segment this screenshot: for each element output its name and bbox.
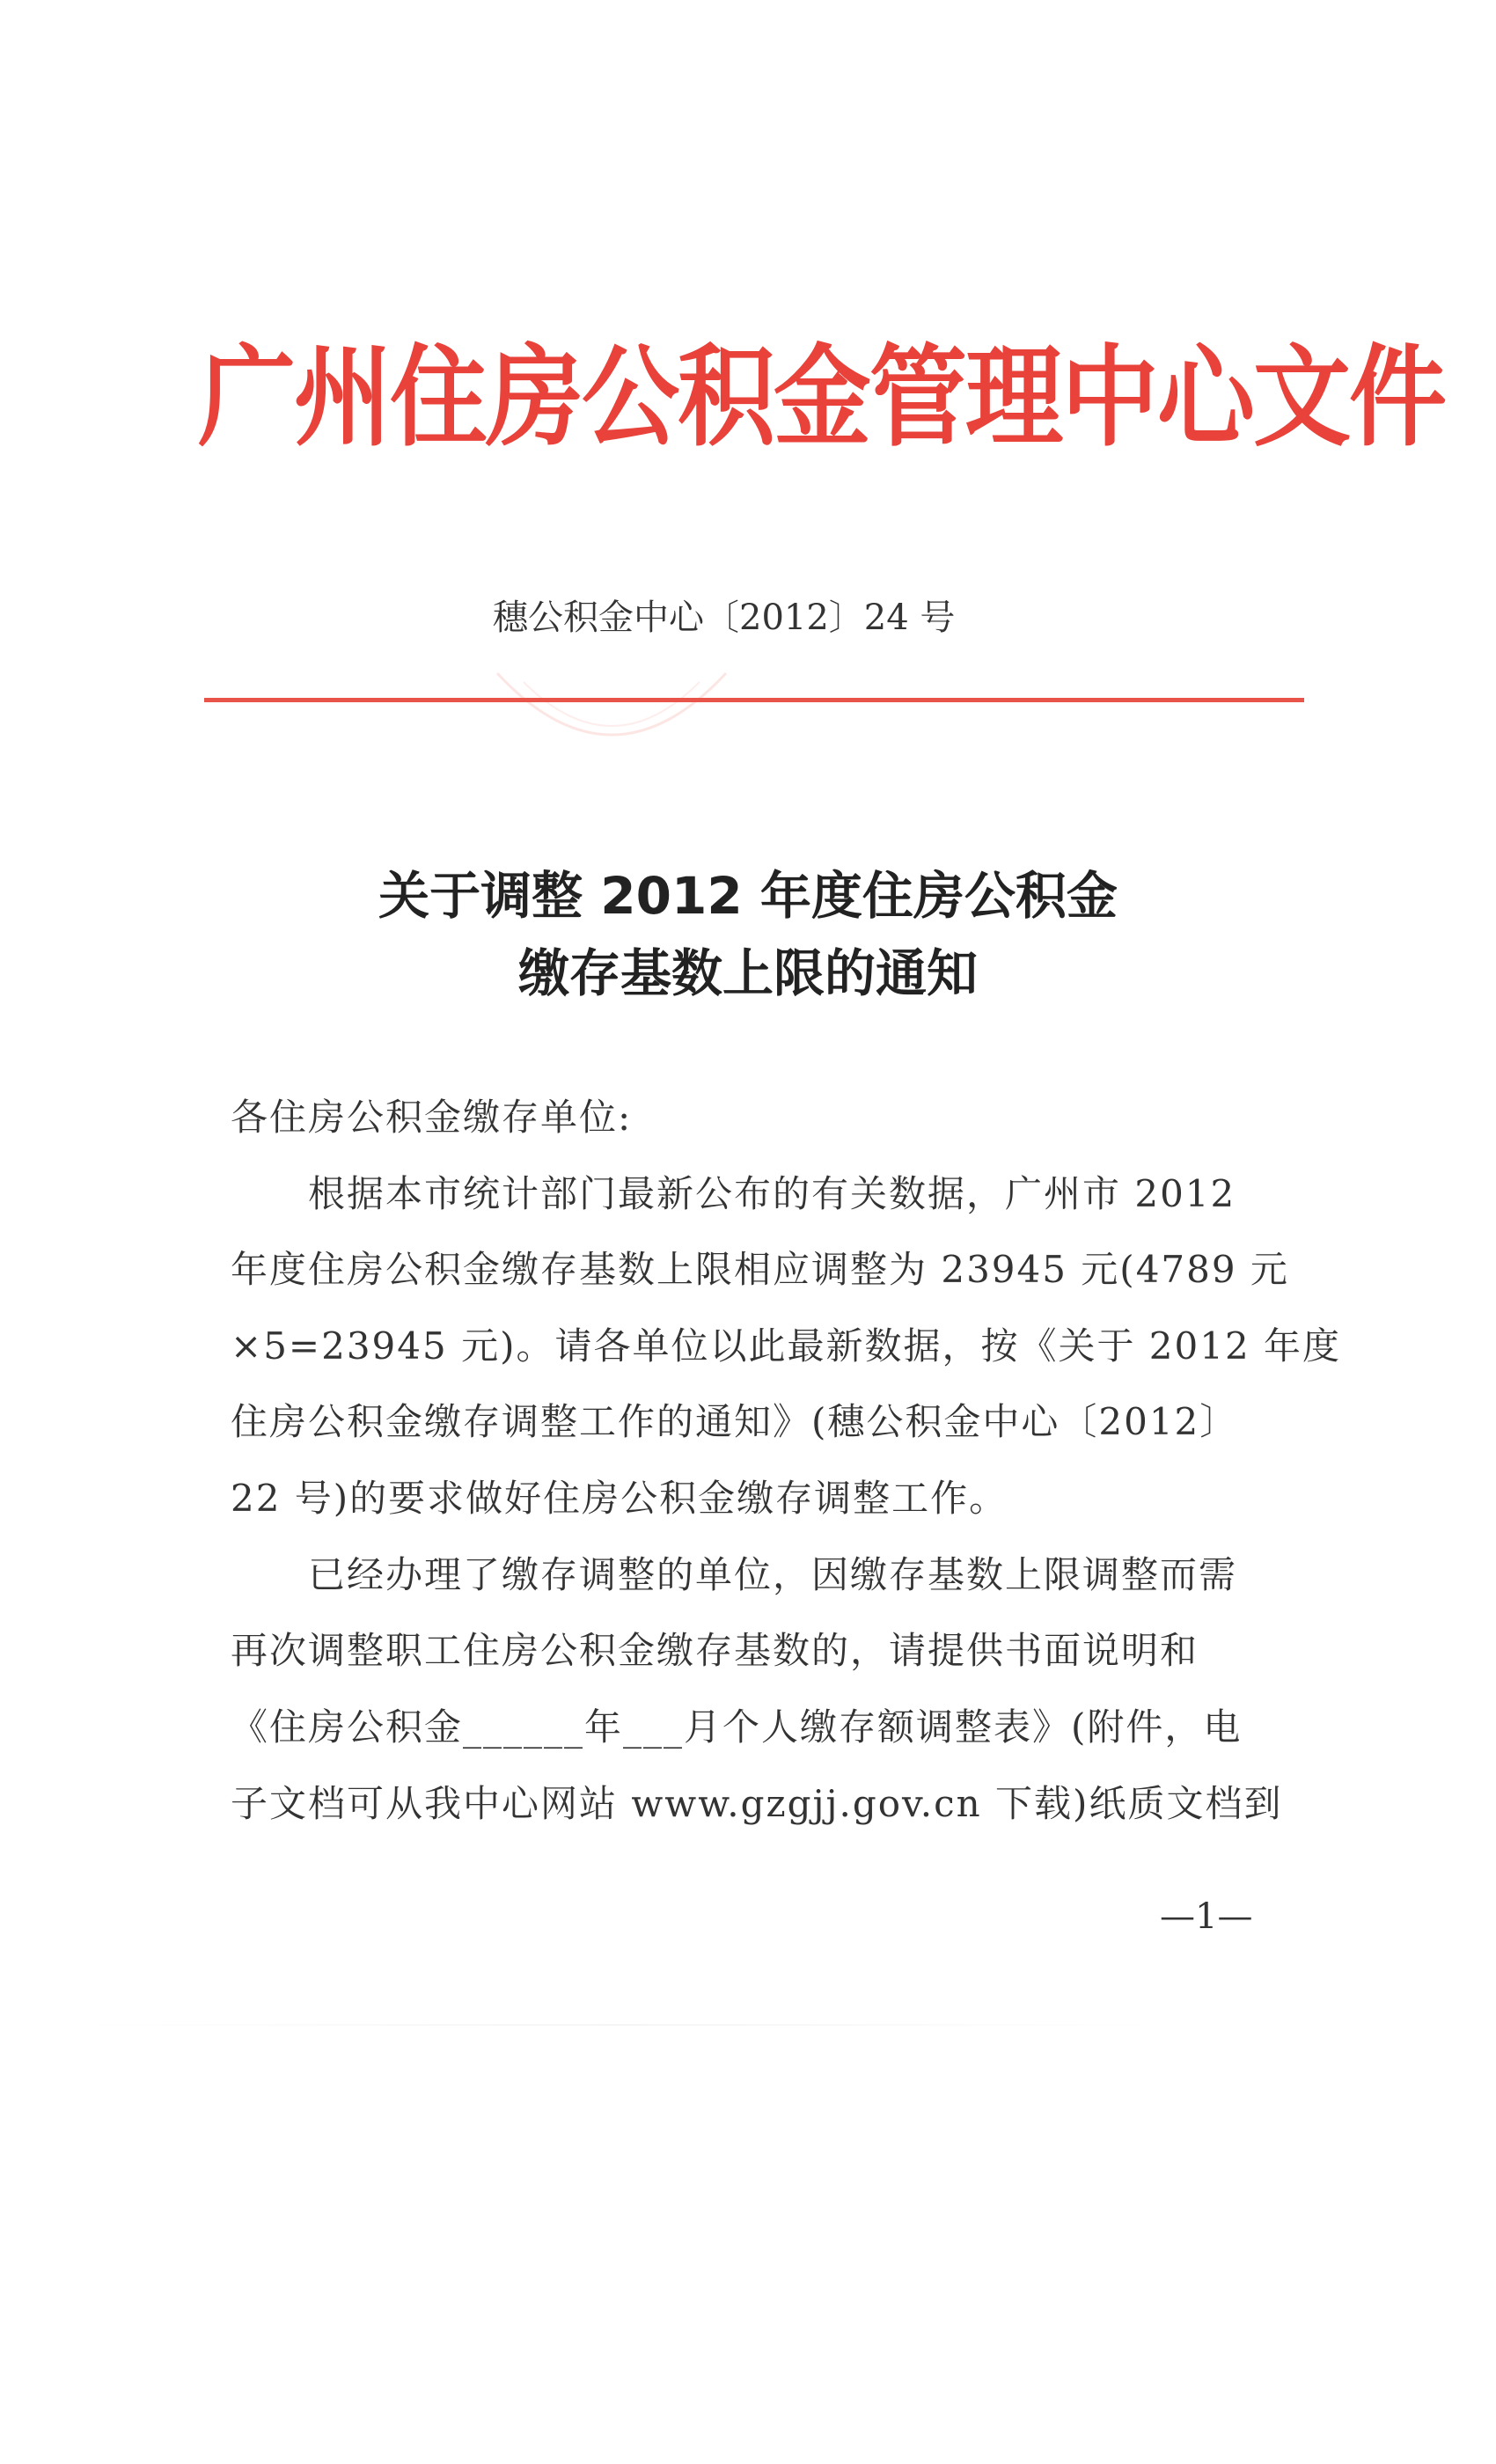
body-line-salutation: 各住房公积金缴存单位: bbox=[231, 1096, 633, 1139]
scan-artifact-line bbox=[70, 2024, 1170, 2026]
notice-title-line-2: 缴存基数上限的通知 bbox=[517, 943, 978, 1003]
notice-title-line-1: 关于调整 2012 年度住房公积金 bbox=[378, 866, 1118, 926]
body-line: 已经办理了缴存调整的单位，因缴存基数上限调整而需 bbox=[231, 1553, 1238, 1596]
body-line: 再次调整职工住房公积金缴存基数的，请提供书面说明和 bbox=[231, 1629, 1199, 1672]
document-number: 穗公积金中心〔2012〕24 号 bbox=[493, 598, 956, 638]
body-line: 子文档可从我中心网站 www.gzgjj.gov.cn 下载)纸质文档到 bbox=[231, 1782, 1283, 1825]
body-line: 住房公积金缴存调整工作的通知》(穗公积金中心〔2012〕 bbox=[231, 1400, 1239, 1443]
body-line: 根据本市统计部门最新公布的有关数据，广州市 2012 bbox=[231, 1172, 1236, 1215]
body-line: 22 号)的要求做好住房公积金缴存调整工作。 bbox=[231, 1477, 1008, 1520]
page-number: —1— bbox=[1160, 1896, 1253, 1937]
body-line: 年度住房公积金缴存基数上限相应调整为 23945 元(4789 元 bbox=[231, 1248, 1289, 1291]
body-line: 《住房公积金______年___月个人缴存额调整表》(附件，电 bbox=[231, 1705, 1243, 1749]
body-line: ×5=23945 元)。请各单位以此最新数据，按《关于 2012 年度 bbox=[231, 1324, 1342, 1368]
red-divider-rule bbox=[204, 698, 1304, 702]
issuer-header-title: 广州住房公积金管理中心文件 bbox=[198, 334, 1446, 462]
